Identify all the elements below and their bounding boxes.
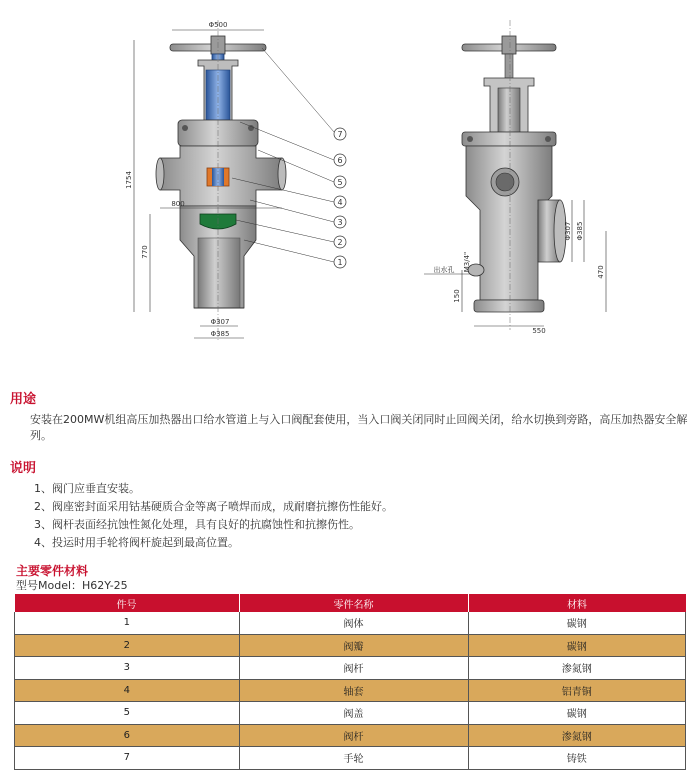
- parts-title: 主要零件材料: [16, 564, 89, 578]
- table-row: [15, 724, 686, 747]
- cell-part-no: 5: [15, 702, 240, 725]
- cell-part-no: 1: [15, 612, 240, 634]
- table-row: [15, 634, 686, 657]
- header-part-name: 零件名称: [239, 594, 468, 612]
- cell-part-name: 阀杆: [239, 724, 468, 747]
- dim-port-height: 470: [597, 265, 605, 279]
- header-part-no: 件号: [15, 594, 240, 612]
- balloon-6: [334, 154, 346, 166]
- dim-base-width: 550: [532, 327, 546, 335]
- balloon-3: [334, 216, 346, 228]
- usage-title: 用途: [10, 392, 37, 407]
- model-label: 型号Model：H62Y-25: [16, 579, 128, 592]
- dim-port-outer: Φ385: [576, 221, 584, 241]
- balloon-2: [334, 236, 346, 248]
- cell-part-name: 轴套: [239, 679, 468, 702]
- svg-text:1: 1: [337, 258, 343, 267]
- header-material: 材料: [468, 594, 686, 612]
- left-view: [125, 20, 346, 340]
- valve-drawing: [0, 0, 700, 350]
- table-row: [15, 702, 686, 725]
- cell-material: 碳钢: [468, 612, 686, 634]
- balloon-4: [334, 196, 346, 208]
- table-row: [15, 612, 686, 634]
- notes-title: 说明: [10, 461, 37, 476]
- table-row: [15, 679, 686, 702]
- cell-part-no: 2: [15, 634, 240, 657]
- svg-text:3: 3: [337, 218, 343, 227]
- cell-part-name: 手轮: [239, 747, 468, 770]
- cell-part-no: 6: [15, 724, 240, 747]
- svg-text:6: 6: [337, 156, 343, 165]
- balloon-1: [334, 256, 346, 268]
- cell-part-name: 阀盖: [239, 702, 468, 725]
- dim-bore-outer: Φ385: [210, 330, 230, 338]
- cell-material: 碳钢: [468, 702, 686, 725]
- cell-part-name: 阀杆: [239, 657, 468, 680]
- dim-port-inner: Φ307: [564, 221, 572, 241]
- svg-text:7: 7: [337, 130, 343, 139]
- note-item-2: 2、阀座密封面采用钴基硬质合金等离子喷焊而成，成耐磨抗擦伤性能好。: [34, 500, 393, 513]
- dim-top-diameter: Φ500: [208, 21, 228, 29]
- cell-part-name: 阀瓣: [239, 634, 468, 657]
- dim-mid-width: 800: [171, 200, 185, 208]
- cell-part-name: 阀体: [239, 612, 468, 634]
- cell-part-no: 3: [15, 657, 240, 680]
- dim-drain-size: M3/4": [463, 251, 471, 273]
- note-item-3: 3、阀杆表面经抗蚀性氮化处理，具有良好的抗腐蚀性和抗擦伤性。: [34, 518, 360, 531]
- table-row: [15, 747, 686, 770]
- svg-text:5: 5: [337, 178, 343, 187]
- dim-drain-height: 150: [453, 289, 461, 303]
- note-item-4: 4、投运时用手轮将阀杆旋起到最高位置。: [34, 536, 239, 549]
- note-item-1: 1、阀门应垂直安装。: [34, 482, 140, 495]
- cell-material: 渗氮钢: [468, 724, 686, 747]
- parts-table: [14, 594, 686, 770]
- dim-total-height: 1754: [125, 171, 133, 189]
- svg-text:2: 2: [337, 238, 343, 247]
- right-view: [424, 20, 606, 335]
- cell-material: 铸铁: [468, 747, 686, 770]
- usage-text: 安装在200MW机组高压加热器出口给水管道上与入口阀配套使用，当入口阀关闭同时止回阀关闭，给水切换到旁路，高压加热器安全解列。: [30, 413, 688, 442]
- balloon-7: [334, 128, 346, 140]
- cell-material: 碳钢: [468, 634, 686, 657]
- cell-material: 铝青铜: [468, 679, 686, 702]
- dim-lower-height: 770: [141, 245, 149, 259]
- cell-material: 渗氮钢: [468, 657, 686, 680]
- dim-bore-inner: Φ307: [210, 318, 230, 326]
- cell-part-no: 7: [15, 747, 240, 770]
- svg-text:4: 4: [337, 198, 343, 207]
- cell-part-no: 4: [15, 679, 240, 702]
- table-row: [15, 657, 686, 680]
- drain-label: 出水孔: [433, 266, 455, 274]
- balloon-5: [334, 176, 346, 188]
